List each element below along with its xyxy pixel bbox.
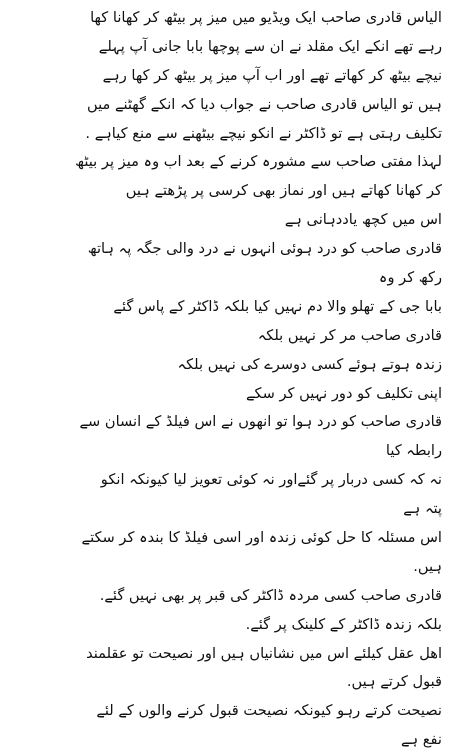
note-line: رکھ کر وہ xyxy=(378,269,442,287)
note-line: بابا جی کے تھلو والا دم نہیں کیا بلکہ ڈاکٹر کے پاس گئے xyxy=(113,297,442,315)
note-line: ہیں. xyxy=(413,557,442,575)
note-line: قادری صاحب مر کر نہیں بلکہ xyxy=(257,326,442,344)
note-line: ہیں تو الیاس قادری صاحب نے جواب دیا کہ انکے گھٹنے میں xyxy=(86,95,442,113)
note-line: نہ کہ کسی دربار پر گئےاور نہ کوئی تعویز لیا کیونکہ انکو xyxy=(100,471,442,489)
note-line: قادری صاحب کو درد ہوئی انہوں نے درد والی جگہ پہ ہاتھ xyxy=(87,240,442,258)
note-line: اس مسئلہ کا حل کوئی زندہ اور اسی فیلڈ کا بندہ کر سکتے xyxy=(81,529,442,547)
note-line: لہذا مفتی صاحب سے مشورہ کرنے کے بعد اب وہ میز پر بیٹھ xyxy=(75,153,442,171)
note-line: کر کھانا کھاتے ہیں اور نماز بھی کرسی پر پڑھتے ہیں xyxy=(125,182,442,200)
note-line: بلکہ زندہ ڈاکٹر کے کلینک پر گئے. xyxy=(245,615,442,633)
note-line: نیچے بیٹھ کر کھاتے تھے اور اب آپ میز پر بیٹھ کر کھا رہے xyxy=(102,66,442,84)
note-line: تکلیف رہتی ہے تو ڈاکٹر نے انکو نیچے بیٹھنے سے منع کیاہے . xyxy=(85,124,442,142)
note-line: رابطہ کیا xyxy=(385,442,442,460)
note-line: زندہ ہوتے ہوئے کسی دوسرے کی نہیں بلکہ xyxy=(177,355,442,373)
note-line: اس میں کچھ یاددہانی ہے xyxy=(284,211,442,229)
note-line: نصیحت کرتے رہو کیونکہ نصیحت قبول کرنے والوں کے لئے xyxy=(96,702,442,720)
note-line: الیاس قادری صاحب ایک ویڈیو میں میز پر بیٹھ کر کھانا کھا xyxy=(90,9,442,26)
note-line: قبول کرتے ہیں. xyxy=(346,673,442,691)
note-line: رہے تھے انکے ایک مقلد نے ان سے پوچھا بابا جانی آپ پہلے xyxy=(98,37,442,55)
note-line: اهل عقل کیلئے اس میں نشانیاں ہیں اور نصیحت تو عقلمند xyxy=(86,644,442,662)
note-line: اپنی تکلیف کو دور نہیں کر سکے xyxy=(245,384,442,402)
note-line: نفع ہے xyxy=(401,731,442,749)
note-line: قادری صاحب کسی مردہ ڈاکٹر کی قبر پر بھی نہیں گئے. xyxy=(99,586,442,604)
note-line: قادری صاحب کو درد ہوا تو انھوں نے اس فیلڈ کے انسان سے xyxy=(79,413,442,431)
note-line: پتہ ہے xyxy=(403,500,442,518)
